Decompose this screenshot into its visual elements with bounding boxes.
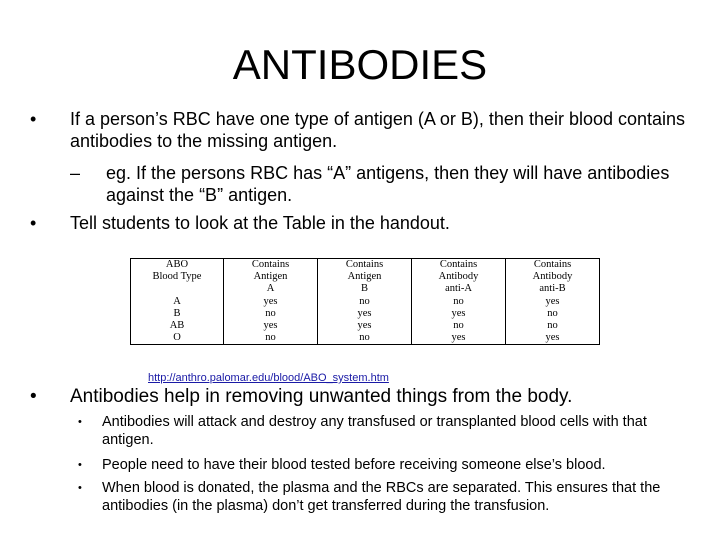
table-cell: yes (412, 308, 506, 320)
bullet-marker: • (30, 213, 37, 233)
table-cell: yes (506, 296, 600, 308)
sub-bullet-donated (78, 479, 678, 515)
bullet-missing-antigen (30, 108, 690, 152)
table-cell: no (224, 332, 318, 345)
sub-bullet-attack (78, 413, 678, 449)
bullet-marker: • (78, 459, 82, 471)
table-cell: no (318, 296, 412, 308)
table-cell: yes (318, 320, 412, 332)
table-cell: no (506, 308, 600, 320)
table-cell: AB (131, 320, 224, 332)
sub-bullet-text: Antibodies will attack and destroy any transfused or transplanted blood cells with that antigen. (102, 414, 647, 448)
table-cell: no (412, 320, 506, 332)
table-row (131, 308, 600, 320)
dash-marker: – (70, 163, 81, 183)
header-cell: Contains Antibody anti-B (506, 259, 600, 297)
table-cell: no (224, 308, 318, 320)
table-cell: no (318, 332, 412, 345)
header-cell: Contains Antibody anti-A (412, 259, 506, 297)
sub-bullet-text: eg. If the persons RBC has “A” antigens, then they will have antibodies against the “B” antigen. (106, 163, 670, 205)
sub-bullet-text: People need to have their blood tested before receiving someone else’s blood. (102, 457, 606, 473)
bullet-text: Tell students to look at the Table in the handout. (70, 213, 450, 233)
table-header-row (131, 259, 600, 297)
bullet-marker: • (30, 386, 37, 407)
sub-bullet-example (70, 162, 690, 206)
table-cell: B (131, 308, 224, 320)
table-row (131, 332, 600, 345)
bullet-text: If a person’s RBC have one type of antigen (A or B), then their blood contains antibodies to the missing antigen. (70, 109, 686, 151)
table-cell: A (131, 296, 224, 308)
table-cell: yes (318, 308, 412, 320)
table-cell: no (506, 320, 600, 332)
sub-bullet-tested (78, 456, 678, 474)
bullet-marker: • (78, 482, 82, 494)
sub-bullet-text: When blood is donated, the plasma and the RBCs are separated. This ensures that the antibodies (in the plasma) don’t get transferred during the transfusion. (102, 480, 661, 514)
slide-title: ANTIBODIES (232, 41, 488, 88)
header-cell: ABO Blood Type (131, 259, 224, 297)
table-cell: no (412, 296, 506, 308)
table-row (131, 320, 600, 332)
table-row (131, 296, 600, 308)
abo-blood-type-table (130, 258, 600, 345)
bullet-antibodies-help (30, 386, 690, 408)
bullet-marker: • (30, 109, 37, 129)
table-cell: yes (224, 320, 318, 332)
bullet-text: Antibodies help in removing unwanted things from the body. (70, 386, 573, 407)
table-cell: yes (506, 332, 600, 345)
header-cell: Contains Antigen A (224, 259, 318, 297)
source-link[interactable]: http://anthro.palomar.edu/blood/ABO_system.htm (148, 372, 389, 384)
table-cell: yes (412, 332, 506, 345)
header-cell: Contains Antigen B (318, 259, 412, 297)
table-cell: O (131, 332, 224, 345)
bullet-look-at-table (30, 212, 690, 234)
bullet-marker: • (78, 416, 82, 428)
table-cell: yes (224, 296, 318, 308)
